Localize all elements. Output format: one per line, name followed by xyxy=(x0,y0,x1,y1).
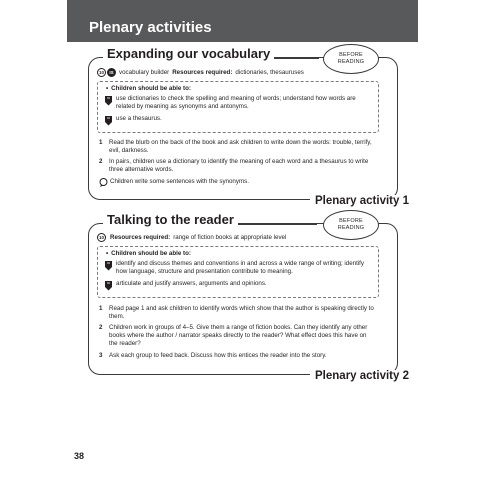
step-item xyxy=(99,324,375,348)
badge-line-2: READING xyxy=(337,225,365,231)
plenary-activity-label: Plenary activity 2 xyxy=(310,370,411,382)
step-text: In pairs, children use a dictionary to identify the meaning of each word and a thesaurus to write three alternative words. xyxy=(109,158,369,173)
requirements-text: dictionaries, thesauruses xyxy=(235,68,304,76)
objective-item xyxy=(104,260,374,276)
before-reading-badge xyxy=(323,210,379,240)
objectives-heading: • Children should be able to: xyxy=(106,85,191,92)
step-item xyxy=(99,158,375,174)
title-rule xyxy=(237,223,317,225)
requirements-row xyxy=(97,68,304,77)
pencil-icon xyxy=(104,260,113,271)
step-item xyxy=(99,139,375,155)
speech-bubble-icon xyxy=(99,178,109,187)
badge-line-1: BEFORE xyxy=(339,218,363,224)
objective-text: use a thesaurus. xyxy=(116,115,162,122)
step-item xyxy=(99,305,375,321)
step-number: 3 xyxy=(99,352,103,359)
before-reading-badge xyxy=(323,44,379,74)
extension-text: Children write some sentences with the synonyms. xyxy=(110,178,249,185)
step-number: 2 xyxy=(99,158,103,165)
objective-text: articulate and justify answers, arguments and opinions. xyxy=(116,280,267,287)
step-number: 2 xyxy=(99,324,103,331)
clock-icon: 10 xyxy=(98,235,104,240)
step-text: Read page 1 and ask children to identify words which show that the author is speaking directly to them. xyxy=(109,305,374,320)
vocabulary-builder-icon: IS xyxy=(107,68,116,77)
plenary-activity-label: Plenary activity 1 xyxy=(310,195,411,207)
objective-text: identify and discuss themes and conventions in and across a wide range of writing; identify how language, structure and presentation contribute to meaning. xyxy=(116,260,364,275)
objective-item xyxy=(104,95,374,111)
page-number: 38 xyxy=(74,451,85,461)
header-bar xyxy=(67,0,418,42)
step-number: 1 xyxy=(99,305,103,312)
plenary-card-vocabulary xyxy=(88,46,409,207)
plenary-card-talking xyxy=(88,212,409,382)
extension-row xyxy=(99,178,375,187)
requirements-label: Resources required: xyxy=(172,68,233,76)
page-title: Plenary activities xyxy=(89,19,212,36)
badge-line-1: BEFORE xyxy=(339,52,363,58)
card-title: Talking to the reader xyxy=(103,212,238,227)
objective-text: use dictionaries to check the spelling and meaning of words; understand how words are related by meaning as synonyms and antonyms. xyxy=(116,95,356,110)
requirements-prefix: vocabulary builder xyxy=(119,68,170,76)
pencil-icon xyxy=(104,280,113,291)
step-item xyxy=(99,352,375,360)
requirements-text: range of fiction books at appropriate level xyxy=(173,233,287,241)
card-title: Expanding our vocabulary xyxy=(103,46,274,61)
objectives-box xyxy=(97,246,379,298)
objective-item xyxy=(104,115,374,126)
requirements-label: Resources required: xyxy=(110,233,171,241)
pencil-icon xyxy=(104,115,113,126)
clock-icon: 10 xyxy=(98,70,104,75)
step-text: Children work in groups of 4–5. Give them a range of fiction books. Can they identify any other books where the author / narrator speaks directly to the reader? What effect does this have on the reader? xyxy=(109,324,368,347)
objectives-box xyxy=(97,81,379,133)
objective-item xyxy=(104,280,374,291)
step-text: Ask each group to feed back. Discuss how this entices the reader into the story. xyxy=(109,352,327,359)
objectives-heading: • Children should be able to: xyxy=(106,250,191,257)
step-text: Read the blurb on the back of the book and ask children to write down the words: trouble, terrify, evil, darkness. xyxy=(109,139,372,154)
requirements-row xyxy=(97,233,286,242)
pencil-icon xyxy=(104,95,113,106)
badge-line-2: READING xyxy=(337,59,365,65)
step-number: 1 xyxy=(99,139,103,146)
